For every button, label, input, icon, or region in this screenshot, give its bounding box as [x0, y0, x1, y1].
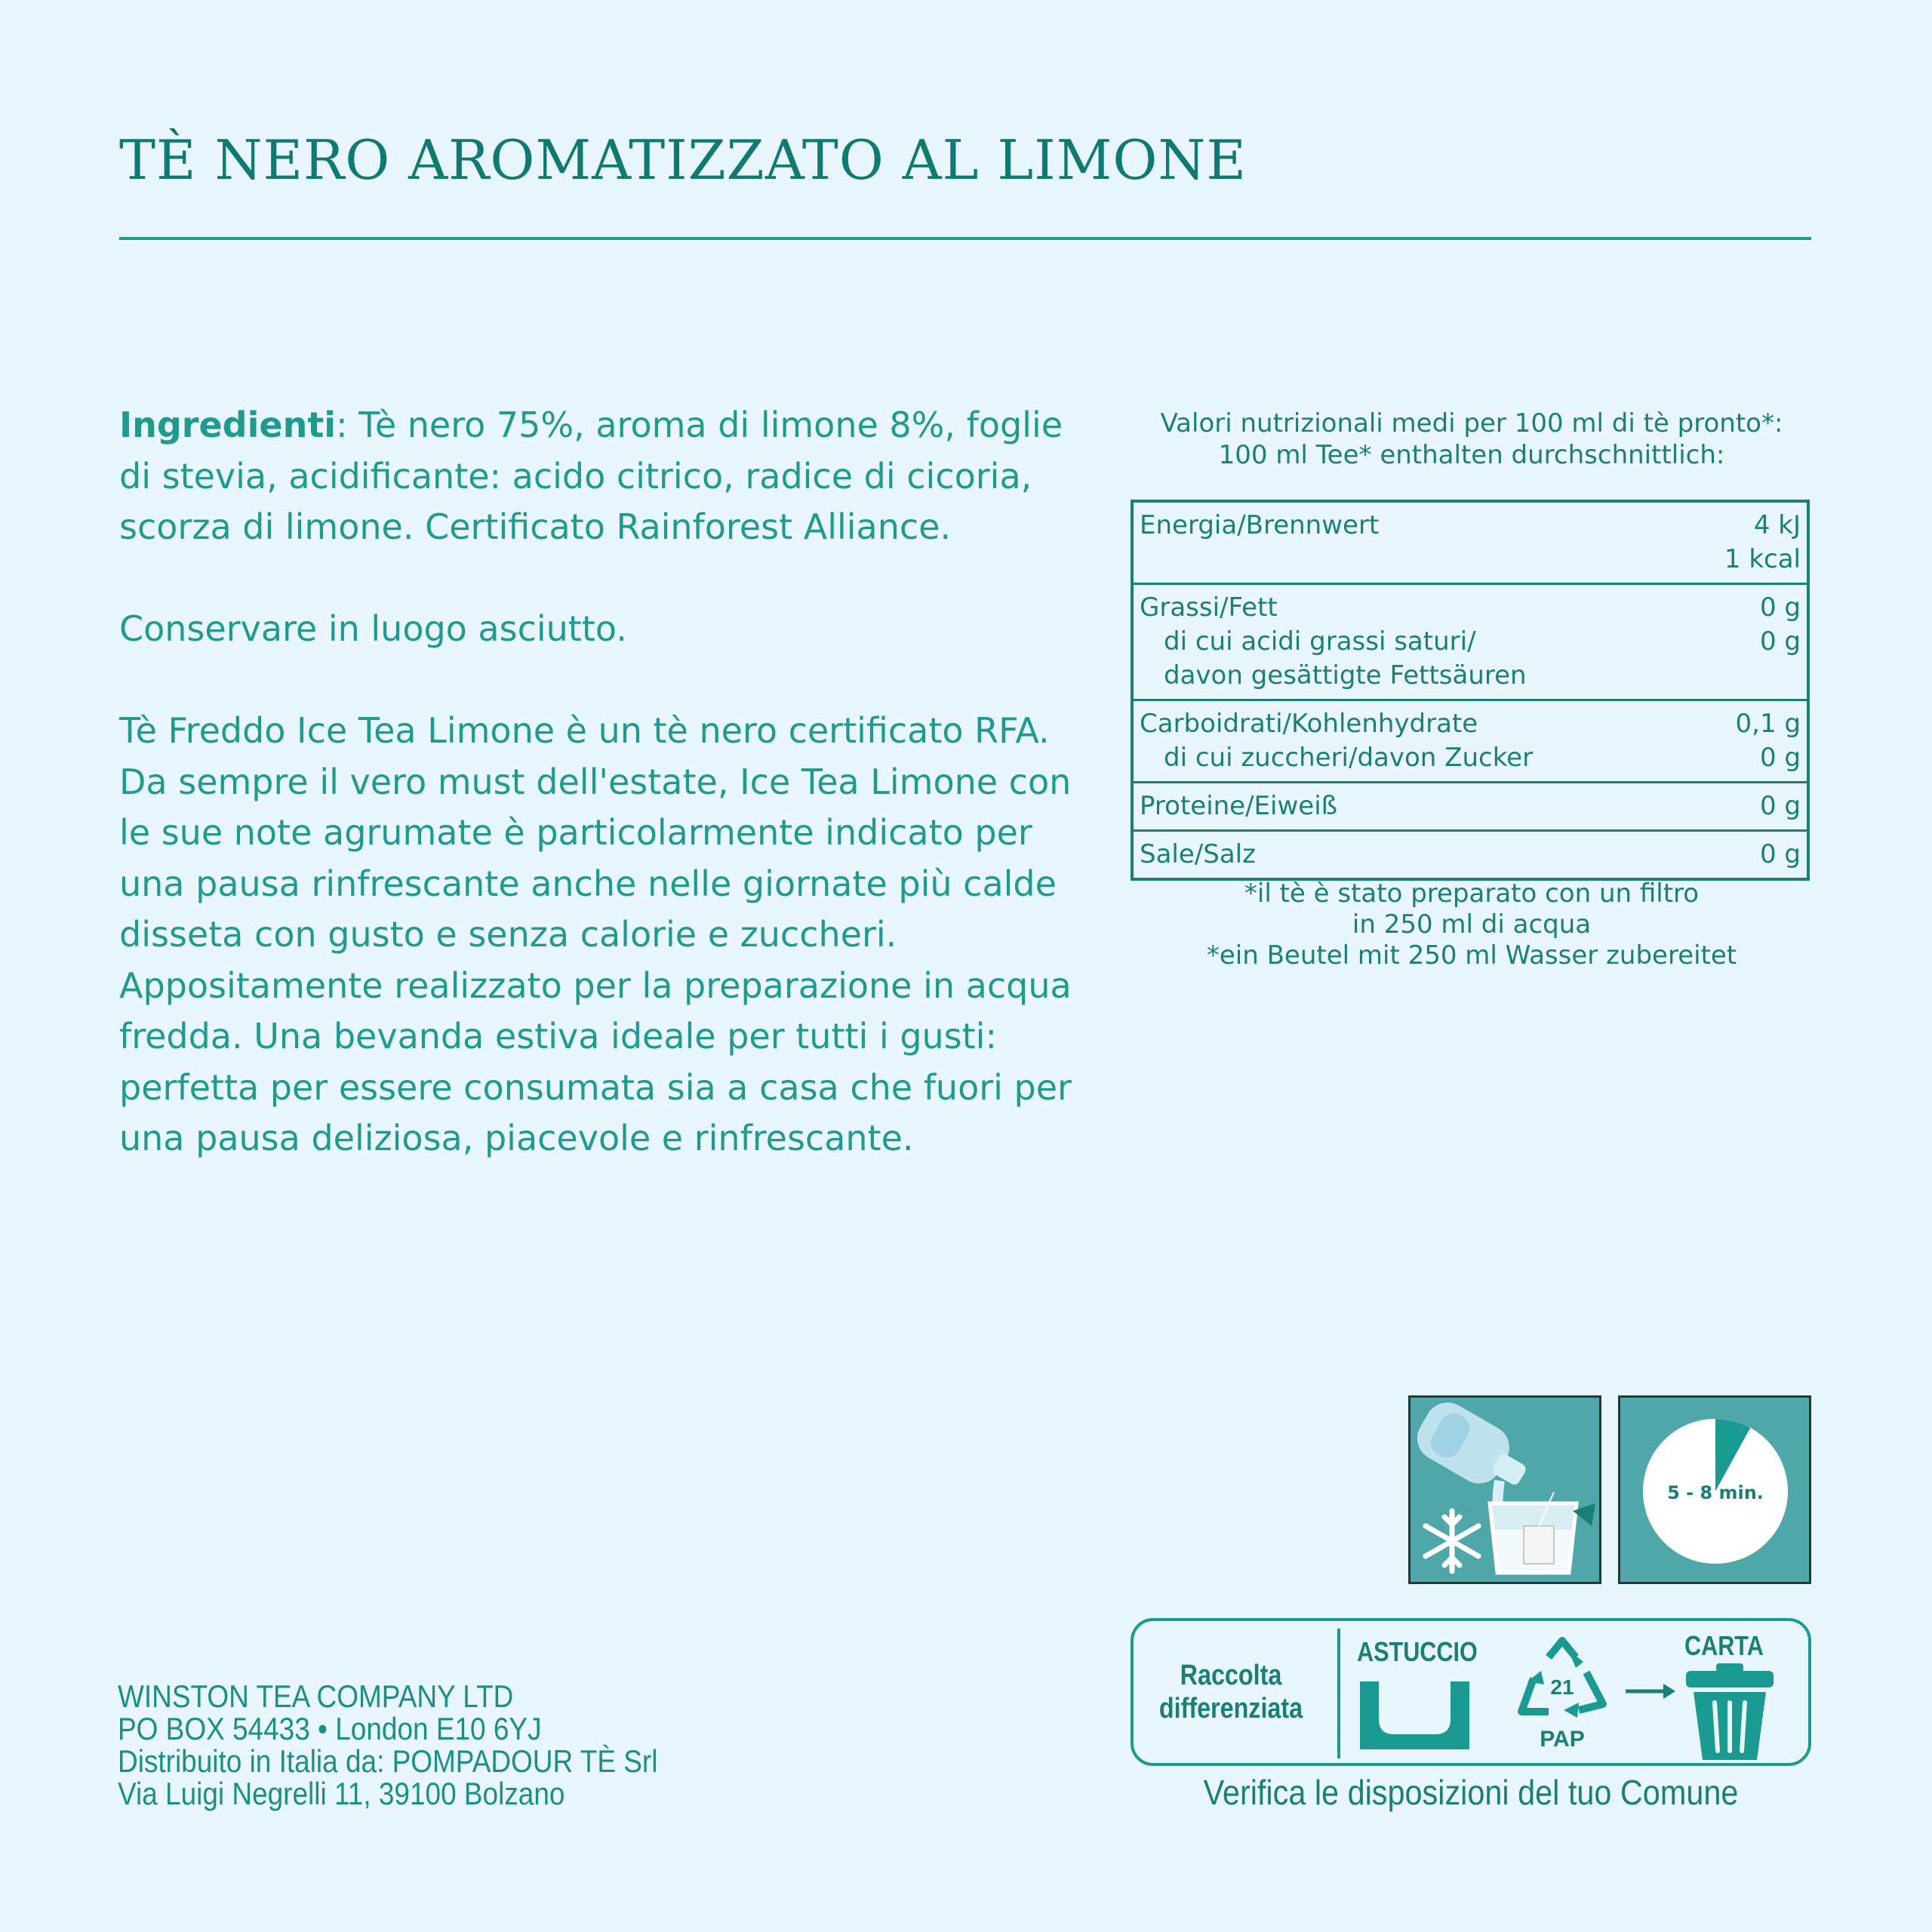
table-row [1132, 700, 1808, 783]
nutrition-label: Grassi/Fett [1140, 592, 1278, 623]
nutrition-value: 0 g [1759, 626, 1801, 657]
title-divider [119, 237, 1811, 240]
nutrition-heading-it: Valori nutrizionali medi per 100 ml di tè pronto*: [1160, 408, 1783, 438]
trash-bin-icon [1684, 1663, 1775, 1761]
company-po-box: PO BOX 54433 • London E10 6YJ [118, 1711, 542, 1746]
ingredients-label: Ingredienti [119, 405, 337, 445]
brew-time-wedge [1715, 1419, 1750, 1491]
pouring-water-icon [1411, 1398, 1601, 1584]
recycling-code-number: 21 [1550, 1675, 1574, 1699]
table-row [1132, 501, 1808, 584]
cold-brew-icon [1408, 1395, 1601, 1584]
footnote-line: *il tè è stato preparato con un filtro [1244, 878, 1700, 909]
nutrition-value: 0 g [1759, 743, 1801, 773]
company-name: WINSTON TEA COMPANY LTD [118, 1678, 514, 1714]
nutrition-label: Carboidrati/Kohlenhydrate [1140, 709, 1478, 739]
description-text: Tè Freddo Ice Tea Limone è un tè nero certificato RFA. Da sempre il vero must dell'estate, Ice Tea Limone con le sue note agrumate è particolarmente indicato per una pausa rinfrescante anche nelle giornate più calde disseta con gusto e senza calorie e zuccheri. Appositamente realizzato per la preparazione in acqua fredda. Una bevanda estiva ideale per tutti i gusti: perfetta per essere consumata sia a casa che fuori per una pausa deliziosa, piacevole e rinfrescante. [119, 710, 1072, 1158]
clock-icon [1643, 1419, 1788, 1564]
nutrition-table [1131, 500, 1810, 881]
brew-time-icon [1618, 1395, 1811, 1584]
table-row [1132, 584, 1808, 700]
nutrition-value: 0 g [1759, 592, 1801, 623]
product-description-block [119, 400, 1078, 1164]
table-row [1132, 831, 1808, 880]
ingredients-text: : Tè nero 75%, aroma di limone 8%, foglie di stevia, acidificante: acido citrico, radice di cicoria, scorza di limone. Certificato Rainforest Alliance. [119, 405, 1063, 547]
nutrition-sublabel: davon gesättigte Fettsäuren [1164, 660, 1527, 691]
recycling-label-line: differenziata [1158, 1693, 1303, 1724]
product-title: TÈ NERO AROMATIZZATO AL LIMONE [119, 128, 1247, 192]
footnote-line: *ein Beutel mit 250 ml Wasser zubereitet [1206, 940, 1737, 971]
footnote-line: in 250 ml di acqua [1352, 909, 1592, 940]
recycling-label-line: Raccolta [1180, 1660, 1282, 1691]
nutrition-label: Sale/Salz [1140, 839, 1256, 869]
municipality-note: Verifica le disposizioni del tuo Comune [1203, 1773, 1739, 1812]
ingredients-paragraph [119, 400, 1078, 553]
nutrition-footnote [1132, 878, 1811, 971]
bin-type-label: CARTA [1684, 1630, 1764, 1661]
nutrition-sublabel: di cui zuccheri/davon Zucker [1164, 743, 1534, 773]
nutrition-value: 1 kcal [1724, 544, 1801, 574]
company-address [118, 1680, 657, 1810]
table-row [1132, 783, 1808, 831]
storage-text: Conservare in luogo asciutto. [119, 608, 627, 649]
recycling-label [1157, 1659, 1305, 1725]
nutrition-value: 4 kJ [1753, 510, 1801, 540]
nutrition-sublabel: di cui acidi grassi saturi/ [1164, 626, 1476, 657]
recycling-info [1131, 1618, 1811, 1766]
nutrition-heading [1132, 408, 1811, 471]
recycling-divider [1337, 1629, 1340, 1758]
box-icon [1360, 1681, 1473, 1753]
distributor-address: Via Luigi Negrelli 11, 39100 Bolzano [118, 1776, 565, 1811]
nutrition-value: 0 g [1686, 783, 1808, 831]
nutrition-label: Proteine/Eiweiß [1132, 783, 1686, 831]
distributor: Distribuito in Italia da: POMPADOUR TÈ Srl [118, 1743, 658, 1779]
nutrition-value: 0,1 g [1735, 709, 1801, 739]
nutrition-value: 0 g [1759, 839, 1801, 869]
nutrition-label: Energia/Brennwert [1132, 501, 1686, 584]
recycling-code: PAP [1540, 1727, 1585, 1752]
brew-time-label: 5 - 8 min. [1667, 1482, 1764, 1503]
nutrition-heading-de: 100 ml Tee* enthalten durchschnittlich: [1218, 440, 1725, 470]
arrow-right-icon [1624, 1680, 1677, 1703]
package-type-label: ASTUCCIO [1357, 1636, 1478, 1667]
